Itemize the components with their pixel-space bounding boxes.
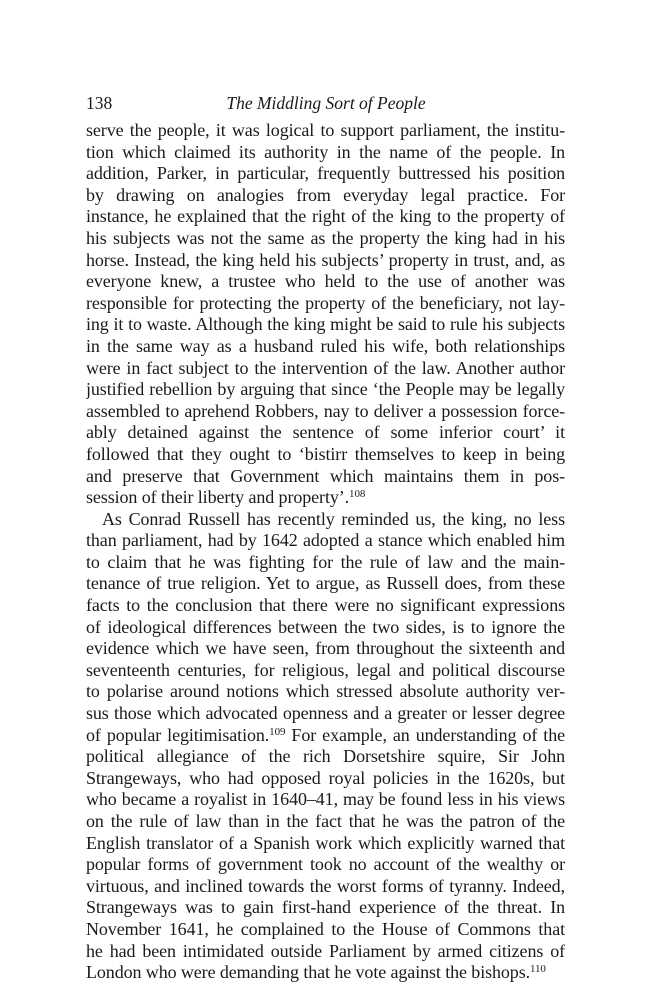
line-text: ably detained against the sentence of some inferior court’ it: [86, 422, 565, 443]
line-text: addition, Parker, in particular, frequently buttressed his position: [86, 163, 565, 184]
text-line: [86, 552, 565, 574]
text-line: [86, 142, 565, 164]
page-number: 138: [86, 93, 113, 113]
line-text: As Conrad Russell has recently reminded us, the king, no less: [102, 508, 565, 529]
text-line: [86, 789, 565, 811]
text-line: [86, 768, 565, 790]
running-head: [86, 92, 566, 114]
text-line: [86, 401, 565, 423]
text-line: [86, 206, 565, 228]
text-line: [86, 466, 565, 488]
text-line: [86, 358, 565, 380]
line-text: English translator of a Spanish work which explicitly warned that: [86, 832, 565, 853]
footnote-marker: 109: [269, 725, 286, 738]
text-line: [86, 617, 565, 639]
line-text: in the same way as a husband ruled his wife, both relationships: [86, 335, 565, 356]
line-text: by drawing on analogies from everyday legal practice. For: [86, 184, 565, 205]
line-text: of popular legitimisation.: [86, 724, 270, 745]
line-text: and preserve that Government which maintains them in pos-: [86, 465, 565, 486]
footnote-marker: 110: [530, 963, 546, 976]
text-line: [86, 746, 565, 768]
text-line: [86, 185, 565, 207]
line-text: tion which claimed its authority in the name of the people. In: [86, 141, 565, 162]
line-text: facts to the conclusion that there were no significant expressions: [86, 595, 565, 616]
book-title: The Middling Sort of People: [226, 93, 426, 113]
line-text: Strangeways was to gain first-hand experience of the threat. In: [86, 897, 565, 918]
text-line: [86, 444, 565, 466]
text-line: [86, 876, 565, 898]
text-line: [86, 487, 565, 509]
text-line: [86, 681, 565, 703]
line-text: popular forms of government took no account of the wealthy or: [86, 854, 565, 875]
text-line: [86, 271, 565, 293]
line-text: than parliament, had by 1642 adopted a stance which enabled him: [86, 530, 565, 551]
text-line: [86, 660, 565, 682]
line-text: justified rebellion by arguing that since ‘the People may be legally: [86, 379, 565, 400]
text-line: [86, 293, 565, 315]
line-text: session of their liberty and property’.: [86, 487, 350, 508]
text-line: [86, 962, 565, 984]
text-line: [86, 573, 565, 595]
line-text: ing it to waste. Although the king might be said to rule his subjects: [86, 314, 565, 335]
line-text: followed that they ought to ‘bistirr themselves to keep in being: [86, 443, 565, 464]
line-text: horse. Instead, the king held his subjects’ property in trust, and, as: [86, 249, 565, 270]
line-text: November 1641, he complained to the House of Commons that: [86, 918, 565, 939]
text-line: [86, 854, 565, 876]
text-line: [86, 228, 565, 250]
text-line: [86, 314, 565, 336]
text-line: [86, 919, 565, 941]
line-text: his subjects was not the same as the property the king had in his: [86, 227, 565, 248]
text-line: [86, 725, 565, 747]
line-text: political allegiance of the rich Dorsetshire squire, Sir John: [86, 746, 565, 767]
text-line: [86, 811, 565, 833]
line-text: seventeenth centuries, for religious, legal and political discourse: [86, 659, 565, 680]
text-line: [86, 250, 565, 272]
line-text: to polarise around notions which stressed absolute authority ver-: [86, 681, 565, 702]
text-line: [86, 379, 565, 401]
line-text: everyone knew, a trustee who held to the use of another was: [86, 271, 565, 292]
text-line: [86, 897, 565, 919]
text-line: [86, 120, 565, 142]
text-line: [86, 703, 565, 725]
line-text: virtuous, and inclined towards the worst forms of tyranny. Indeed,: [86, 875, 565, 896]
text-line: [86, 509, 565, 531]
body-text: [86, 120, 565, 984]
text-line: [86, 833, 565, 855]
line-text: assembled to aprehend Robbers, nay to deliver a possession force-: [86, 400, 565, 421]
text-line: [86, 530, 565, 552]
line-text: of ideological differences between the two sides, is to ignore the: [86, 616, 565, 637]
line-text: on the rule of law than in the fact that he was the patron of the: [86, 811, 565, 831]
line-text: tenance of true religion. Yet to argue, as Russell does, from these: [86, 573, 565, 594]
text-line: [86, 422, 565, 444]
line-text: to claim that he was fighting for the rule of law and the main-: [86, 551, 565, 572]
text-line: [86, 941, 565, 963]
footnote-marker: 108: [349, 488, 366, 501]
text-line: [86, 163, 565, 185]
line-text: evidence which we have seen, from throughout the sixteenth and: [86, 638, 565, 659]
line-text: were in fact subject to the intervention of the law. Another author: [86, 357, 565, 378]
text-line: [86, 595, 565, 617]
line-text: responsible for protecting the property of the beneficiary, not lay-: [86, 292, 565, 313]
line-text: instance, he explained that the right of the king to the property of: [86, 206, 565, 227]
line-text-continued: For example, an understanding of the: [285, 724, 565, 745]
line-text: he had been intimidated outside Parliament by armed citizens of: [86, 940, 565, 961]
text-line: [86, 336, 565, 358]
line-text: serve the people, it was logical to support parliament, the institu-: [86, 120, 565, 140]
line-text: Strangeways, who had opposed royal policies in the 1620s, but: [86, 767, 565, 788]
line-text: sus those which advocated openness and a greater or lesser degree: [86, 703, 565, 724]
text-line: [86, 638, 565, 660]
line-text: who became a royalist in 1640–41, may be found less in his views: [86, 789, 565, 810]
line-text: London who were demanding that he vote against the bishops.: [86, 962, 531, 983]
